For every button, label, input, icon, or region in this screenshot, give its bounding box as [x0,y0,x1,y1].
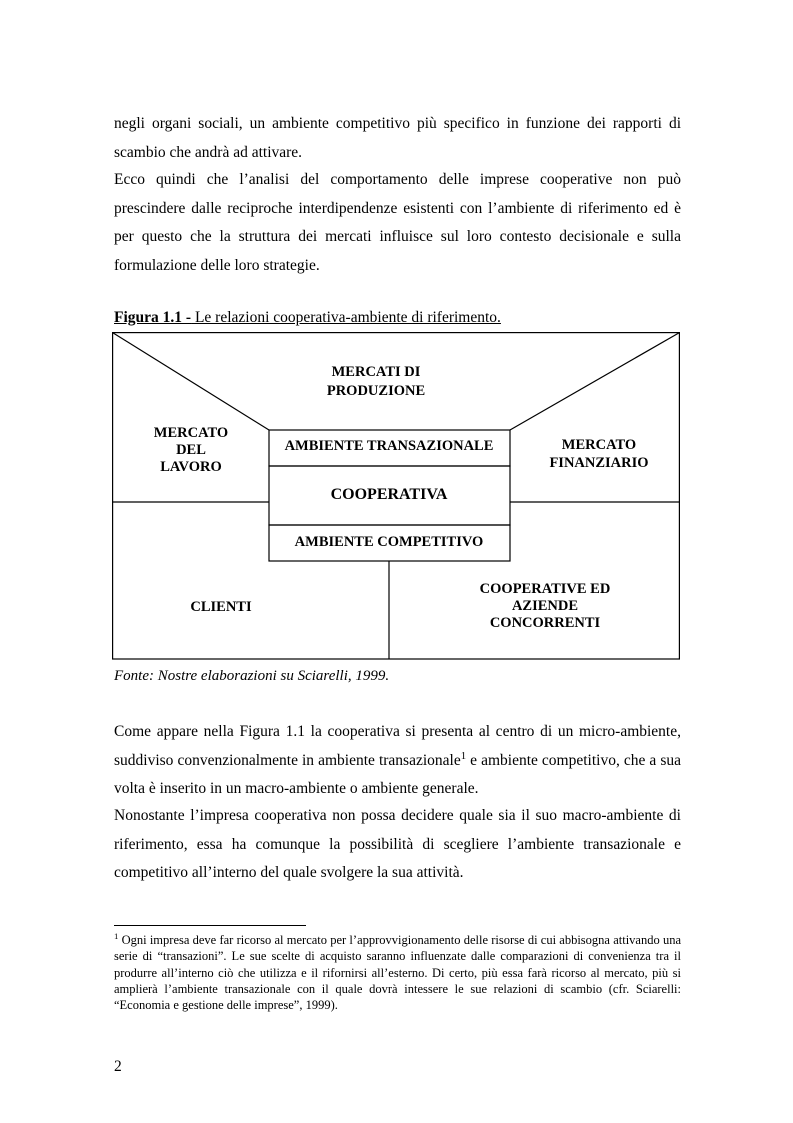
body-paragraph: Nonostante l’impresa cooperativa non possa decidere quale sia il suo macro-ambiente di riferimento, essa ha comunque la possibilità di scegliere l’ambiente transazionale e competitivo all’interno del quale svolgere la sua attività. [114,807,681,881]
ambiente-competitivo-label: AMBIENTE COMPETITIVO [294,534,484,550]
clienti-label: CLIENTI [190,599,252,615]
mercato-finanziario-label: FINANZIARIO [549,455,649,471]
cooperativa-label: COOPERATIVA [330,486,448,503]
paragraph-text: Come appare nella Figura 1.1 la cooperativa si presenta al centro di un micro-ambiente, suddiviso convenzionalmente in ambiente transazionale [114,723,681,769]
figure-caption [114,308,501,328]
concorrenti-label: COOPERATIVE ED [479,581,611,597]
footnote-separator [114,925,306,926]
ambiente-transazionale-label: AMBIENTE TRANSAZIONALE [284,438,494,454]
diagram-diagonal-right [510,333,679,430]
concorrenti-label: CONCORRENTI [489,615,601,631]
footnote-text: Ogni impresa deve far ricorso al mercato per l’approvvigionamento delle risorse di cui abbisogna attivando una serie di “transazioni”. Le sue scelte di acquisto saranno influenzate dalle comparazioni di convenienza tra il produrre all’interno ciò che utilizza e il rifornirsi all’esterno. Di certo, più essa farà ricorso al mercato, più si amplierà l’ambiente transazionale con il quale dovrà intessere le sue relazioni di scambio (cfr. Sciarelli: “Economia e gestione delle imprese”, 1999). [114,933,681,1013]
figure-caption-label: Figura 1.1 - [114,309,192,326]
footnote-reference[interactable]: 1 [460,749,467,762]
body-paragraph: negli organi sociali, un ambiente competitivo più specifico in funzione dei rapporti di scambio che andrà ad attivare. [114,115,681,161]
body-paragraph: Ecco quindi che l’analisi del comportamento delle imprese cooperative non può prescindere dalle reciproche interdipendenze esistenti con l’ambiente di riferimento ed è per questo che la struttura dei mercati influisce sul loro contesto decisionale e sulla formulazione delle loro strategie. [114,171,681,274]
diagram-diagonal-left [113,333,269,430]
figure-source: Fonte: Nostre elaborazioni su Sciarelli, 1999. [114,668,390,684]
mercato-lavoro-label: DEL [176,442,206,458]
mercato-lavoro-label: MERCATO [153,425,229,441]
body-paragraph [114,718,681,804]
figure-caption-text: Le relazioni cooperativa-ambiente di riferimento. [191,309,501,326]
mercati-produzione-label: PRODUZIONE [326,383,426,399]
footnote [114,932,681,1013]
concorrenti-label: AZIENDE [511,598,579,614]
mercato-lavoro-label: LAVORO [160,459,222,475]
mercato-finanziario-label: MERCATO [561,437,637,453]
page-number: 2 [114,1058,122,1075]
footnote-number: 1 [114,930,119,941]
cooperative-environment-diagram [112,332,680,660]
mercati-produzione-label: MERCATI DI [331,364,421,380]
paragraph-text: e ambiente competitivo, che a sua volta è inserito in un macro-ambiente o ambiente generale. [114,751,681,797]
